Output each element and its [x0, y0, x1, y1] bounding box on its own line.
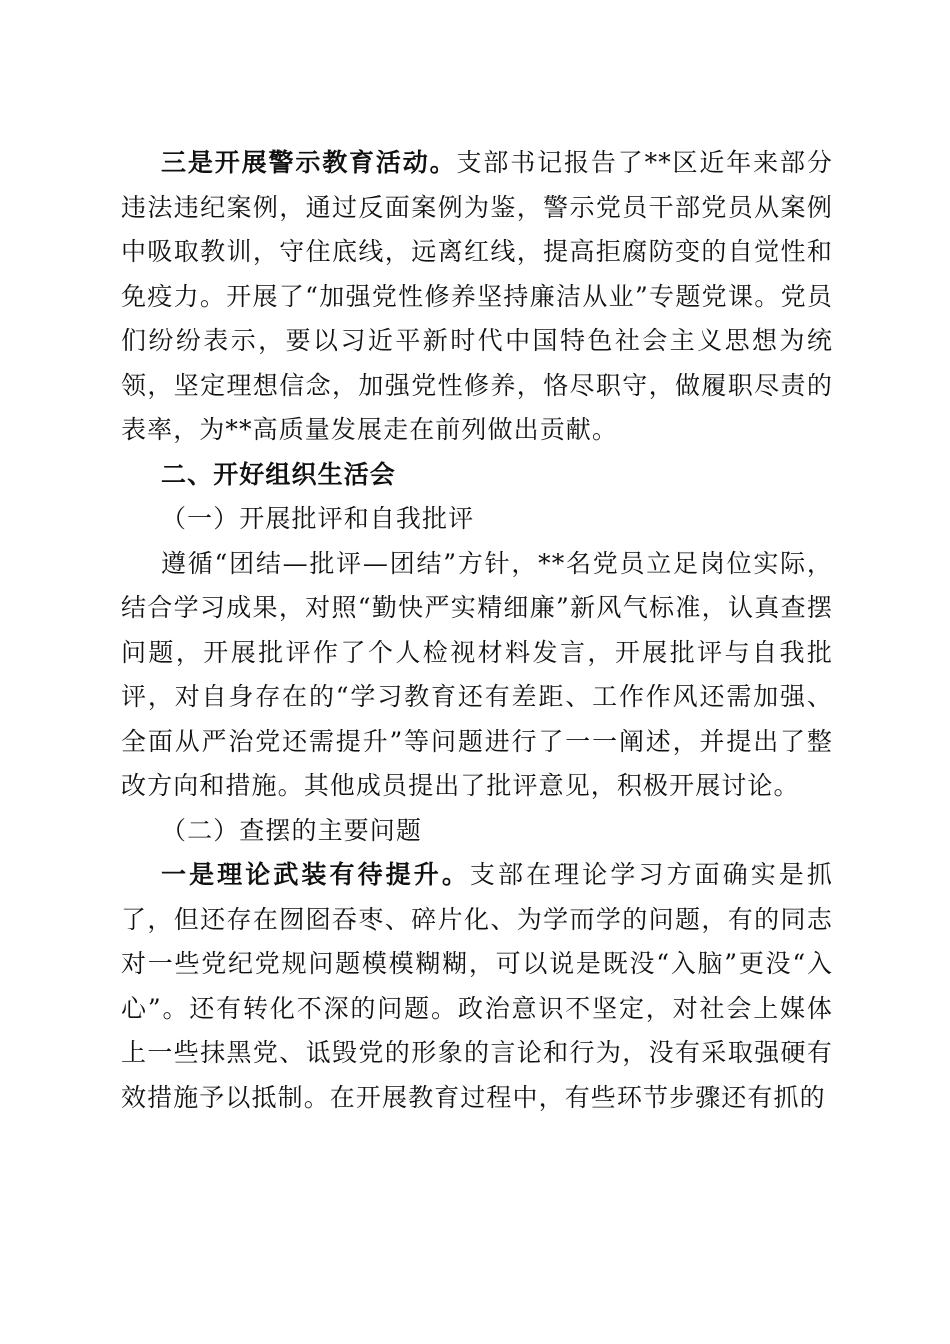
paragraph-lead: 一是理论武装有待提升。 [161, 860, 470, 889]
paragraph-text: 支部书记报告了**区近年来部分违法违纪案例，通过反面案例为鉴，警示党员干部党员从案例中吸取教训，守住底线，远离红线，提高拒腐防变的自觉性和免疫力。开展了“加强党性修养坚持廉洁从业”专题党课。党员们纷纷表示，要以习近平新时代中国特色社会主义思想为统领，坚定理想信念，加强党性修养，恪尽职守，做履职尽责的表率，为**高质量发展走在前列做出贡献。 [121, 148, 833, 444]
document-body [121, 141, 833, 1120]
subsection-heading-criticism: （一）开展批评和自我批评 [161, 504, 475, 533]
paragraph-text: 支部在理论学习方面确实是抓了，但还存在囫囵吞枣、碎片化、为学而学的问题，有的同志对一些党纪党规问题模模糊糊，可以说是既没“入脑”更没“入心”。还有转化不深的问题。政治意识不坚定，对社会上媒体上一些抹黑党、诋毁党的形象的言论和行为，没有采取强硬有效措施予以抵制。在开展教育过程中，有些环节步骤还有抓的 [121, 860, 833, 1112]
section-heading: 二、开好组织生活会 [161, 459, 396, 489]
paragraph-theory [121, 853, 833, 1120]
subsection-heading-problems: （二）查摆的主要问题 [161, 815, 423, 845]
paragraph-criticism: 遵循“团结—批评—团结”方针，**名党员立足岗位实际，结合学习成果，对照“勤快严实精细廉”新风气标准，认真查摆问题，开展批评作了个人检视材料发言，开展批评与自我批评，对自身存在的“学习教育还有差距、工作作风还需加强、全面从严治党还需提升”等问题进行了一一阐述，并提出了整改方向和措施。其他成员提出了批评意见，积极开展讨论。 [121, 548, 833, 800]
paragraph-warning-education [121, 141, 833, 453]
paragraph-lead: 三是开展警示教育活动。 [161, 148, 457, 177]
